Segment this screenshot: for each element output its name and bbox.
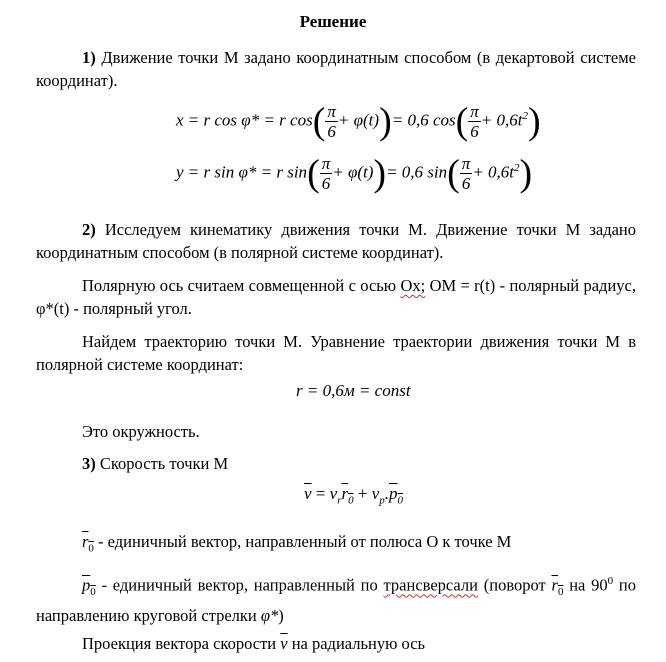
- equation-y: y = r sin φ* = r sin( $\frac{\pi}{6}$ + φ(t))= 0,6 sin( $\frac{\pi}{6}$ + $0,6t^2$): [176, 152, 533, 195]
- equation-x-mid: = 0,6 cos: [391, 110, 456, 130]
- equation-velocity: $\overline{v} = v_r\overline{r}_0 + v_p.\overline{p}_0$: [304, 484, 403, 507]
- equation-y-frac-1: $\frac{\pi}{6}$: [321, 154, 331, 193]
- paragraph-1: [36, 46, 636, 92]
- paragraph-9: Проекция вектора скорости $\overline{v}$ на радиальную ось: [82, 634, 426, 653]
- paragraph-6: 3) Скорость точки М: [82, 454, 229, 473]
- paragraph-5: Это окружность.: [82, 422, 200, 441]
- paragraph-4: Найдем траекторию точки М. Уравнение траектории движения точки М в полярной системе координат:: [36, 332, 636, 374]
- equation-y-frac-2: $\frac{\pi}{6}$: [461, 154, 471, 193]
- equation-x: x = r cos φ* = r cos( $\frac{\pi}{6}$ + φ(t))= 0,6 cos( $\frac{\pi}{6}$ + $0,6t^2$): [176, 100, 541, 143]
- axis-ox-text: Ох;: [400, 276, 426, 295]
- transversal-text: трансверсали: [383, 575, 478, 595]
- paragraph-2-text: Исследуем кинематику движения точки М. Движение точки М задано координатным способом (в полярной системе координат).: [36, 220, 636, 262]
- paragraph-1-text: Движение точки М задано координатным способом (в декартовой системе координат).: [36, 48, 636, 90]
- equation-y-arg: + φ(t): [332, 162, 374, 182]
- page-title: Решение: [299, 12, 367, 31]
- equation-x-lhs: x = r cos φ* = r cos: [176, 110, 313, 130]
- equation-x-arg: + φ(t): [337, 110, 380, 130]
- equation-trajectory: r = 0,6м = const: [296, 381, 411, 400]
- paragraph-2: [36, 218, 636, 264]
- paragraph-3: Полярную ось считаем совмещенной с осью Ох; ОМ = r(t) - полярный радиус, φ*(t) - полярный угол.: [36, 276, 636, 318]
- step-number-2: 2): [82, 220, 96, 239]
- step-number-3: 3): [82, 454, 96, 473]
- equation-y-tail: + 0,6t: [472, 162, 515, 182]
- equation-x-tail: + 0,6t: [480, 110, 523, 130]
- paragraph-7: $\overline{r}_0$ - единичный вектор, направленный от полюса О к точке М: [82, 532, 512, 555]
- equation-y-lhs: y = r sin φ* = r sin: [176, 162, 308, 182]
- equation-x-frac-1: $\frac{\pi}{6}$: [327, 102, 336, 141]
- paragraph-8: $\overline{p}_0$ - единичный вектор, направленный по трансверсали (поворот $\overline{r}_0$ на $90^0$ по направлению круговой стрелки φ*): [36, 575, 636, 625]
- step-number-1: 1): [82, 48, 96, 67]
- equation-x-frac-2: $\frac{\pi}{6}$: [470, 102, 479, 141]
- equation-y-mid: = 0,6 sin: [386, 162, 448, 182]
